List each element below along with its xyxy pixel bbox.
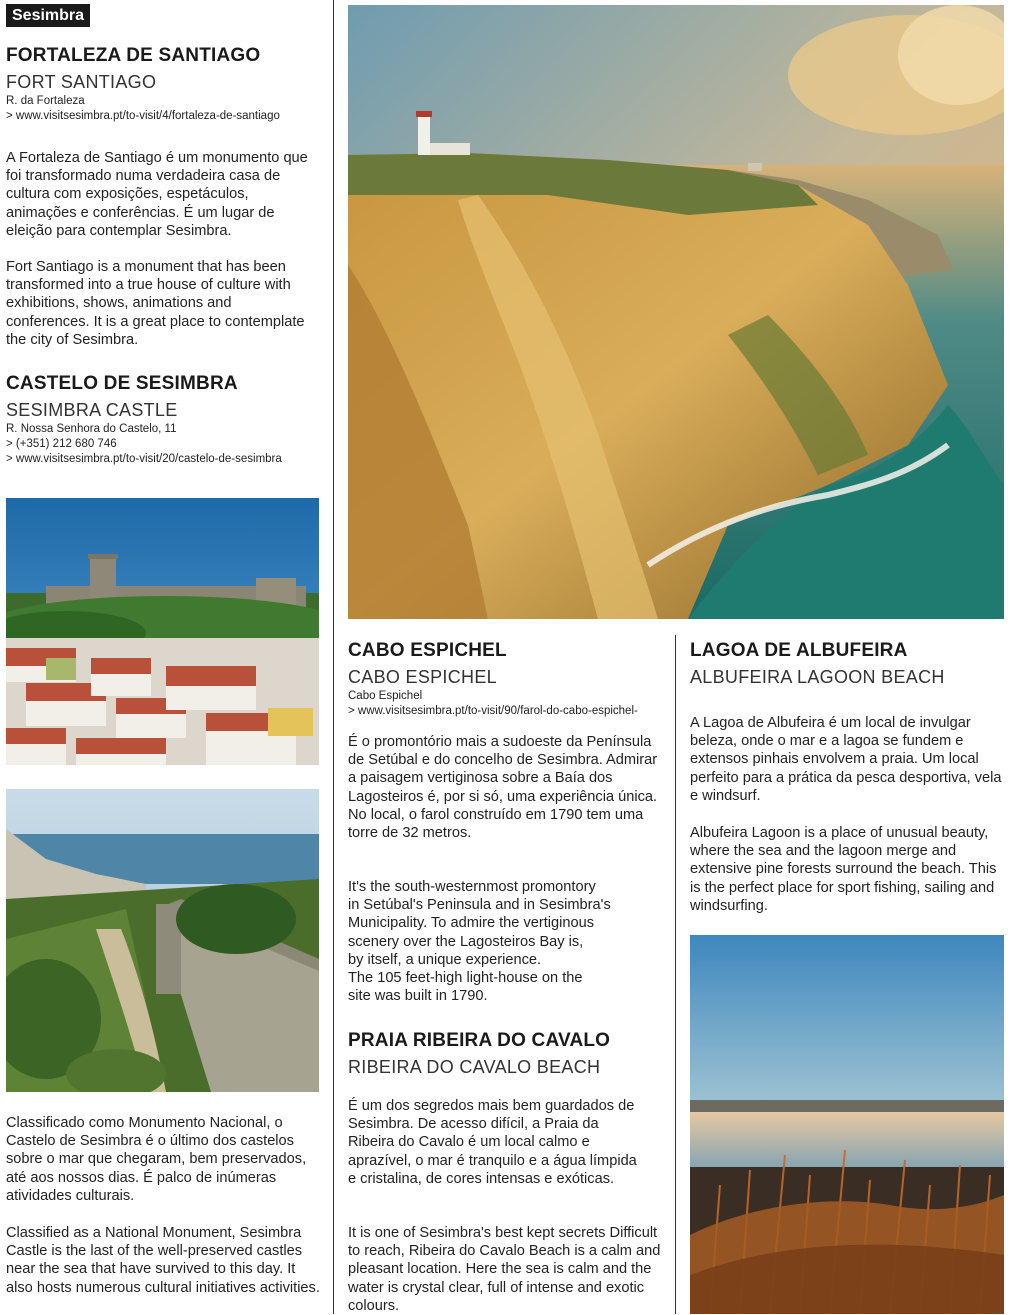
cabo-subtitle: CABO ESPICHEL bbox=[348, 667, 497, 687]
lagoa-text-en: Albufeira Lagoon is a place of unusual beauty, where the sea and the lagoon merge and extensive pine forests surround the beach. This is the perfect place for sport fishing, sailing and windsurfing. bbox=[690, 825, 997, 914]
castelo-subtitle: SESIMBRA CASTLE bbox=[6, 400, 178, 420]
column-divider-left bbox=[333, 0, 334, 1314]
castelo-text-en: Classified as a National Monument, Sesimbra Castle is the last of the well-preserved castles near the sea that have survived to this day. It also hosts numerous cultural initiatives activities. bbox=[6, 1225, 320, 1296]
cabo-title: CABO ESPICHEL bbox=[348, 640, 507, 661]
cabo-text-en bbox=[348, 878, 668, 1005]
lagoa-text-pt: A Lagoa de Albufeira é um local de invulgar beleza, onde o mar e a lagoa se fundem e extensos pinhais envolvem a praia. Um local perfeito para a prática da pesca desportiva, vela e windsurf. bbox=[690, 715, 1002, 804]
cabo-text-en-line: It's the south-westernmost promontory bbox=[348, 879, 596, 895]
section-tag: Sesimbra bbox=[6, 4, 90, 27]
castle-wall-photo bbox=[6, 789, 319, 1092]
cabo-text-en-line: The 105 feet-high light-house on the bbox=[348, 970, 583, 987]
cabo-espichel-cliff-photo bbox=[348, 5, 1004, 619]
castelo-phone[interactable]: > (+351) 212 680 746 bbox=[6, 438, 117, 450]
fortaleza-link[interactable]: > www.visitsesimbra.pt/to-visit/4/fortaleza-de-santiago bbox=[6, 110, 280, 122]
cabo-address: Cabo Espichel bbox=[348, 690, 423, 702]
castelo-link[interactable]: > www.visitsesimbra.pt/to-visit/20/castelo-de-sesimbra bbox=[6, 453, 282, 465]
albufeira-lagoon-photo bbox=[690, 935, 1004, 1314]
ribeira-text-pt: É um dos segredos mais bem guardados de Sesimbra. De acesso difícil, a Praia da Ribeira do Cavalo é um local calmo e aprazível, o mar é tranquilo e a água límpida e cristalina, de cores intensas e exóticas. bbox=[348, 1098, 637, 1187]
lagoa-subtitle: ALBUFEIRA LAGOON BEACH bbox=[690, 667, 945, 687]
fortaleza-title: FORTALEZA DE SANTIAGO bbox=[6, 45, 261, 66]
sesimbra-castle-town-photo bbox=[6, 498, 319, 765]
castelo-title: CASTELO DE SESIMBRA bbox=[6, 373, 238, 394]
castelo-address: R. Nossa Senhora do Castelo, 11 bbox=[6, 423, 177, 435]
cabo-text-en-line: scenery over the Lagosteiros Bay is, bbox=[348, 933, 584, 950]
cabo-text-en-line: Municipality. To admire the vertiginous bbox=[348, 915, 595, 932]
lagoa-title: LAGOA DE ALBUFEIRA bbox=[690, 640, 908, 661]
fortaleza-subtitle: FORT SANTIAGO bbox=[6, 72, 157, 92]
castelo-text-pt: Classificado como Monumento Nacional, o Castelo de Sesimbra é o último dos castelos sobre o mar que chegaram, bem preservados, até aos nossos dias. É palco de inúmeras atividades culturais. bbox=[6, 1115, 307, 1204]
cabo-text-en-line: in Setúbal's Peninsula and in Sesimbra's bbox=[348, 897, 611, 914]
cabo-text-pt: É o promontório mais a sudoeste da Península de Setúbal e do concelho de Sesimbra. Admirar a paisagem vertiginosa sobre a Baía dos Lagosteiros é, por si só, uma experiência única. No local, o farol construído em 1790 tem uma torre de 32 metros. bbox=[348, 734, 658, 842]
fortaleza-text-en: Fort Santiago is a monument that has been transformed into a true house of culture with exhibitions, shows, animations and conferences. It is a great place to contemplate the city of Sesimbra. bbox=[6, 259, 305, 348]
column-divider-right bbox=[675, 635, 676, 1314]
cabo-link[interactable]: > www.visitsesimbra.pt/to-visit/90/farol-do-cabo-espichel- bbox=[348, 705, 638, 717]
cabo-text-en-line: by itself, a unique experience. bbox=[348, 951, 542, 968]
ribeira-text-en: It is one of Sesimbra's best kept secrets Difficult to reach, Ribeira do Cavalo Beach is a calm and pleasant location. Here the sea is calm and the water is crystal clear, full of intense and exotic colours. bbox=[348, 1225, 661, 1314]
ribeira-subtitle: RIBEIRA DO CAVALO BEACH bbox=[348, 1057, 601, 1077]
cabo-text-en-line: site was built in 1790. bbox=[348, 988, 488, 1005]
ribeira-title: PRAIA RIBEIRA DO CAVALO bbox=[348, 1030, 611, 1051]
fortaleza-address: R. da Fortaleza bbox=[6, 95, 85, 107]
fortaleza-text-pt: A Fortaleza de Santiago é um monumento que foi transformado numa verdadeira casa de cultura com exposições, espetáculos, animações e conferências. É um lugar de eleição para contemplar Sesimbra. bbox=[6, 150, 308, 239]
